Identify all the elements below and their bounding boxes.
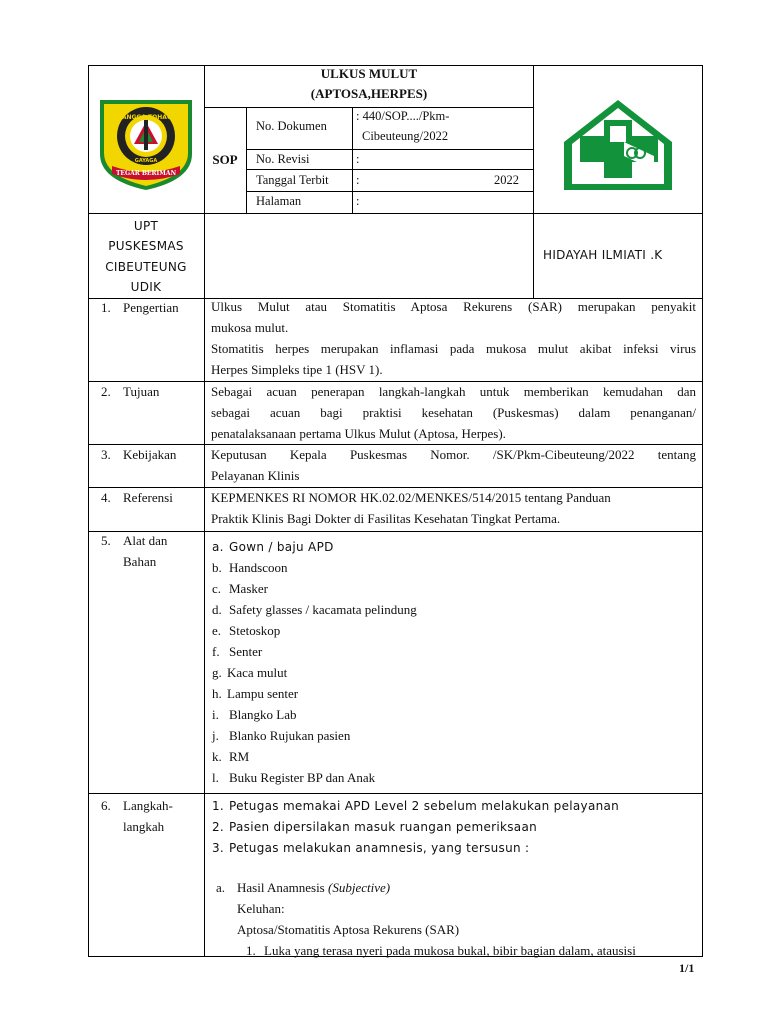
pengertian-line1: Ulkus Mulut atau Stomatitis Aptosa Rekurens (SAR) merupakan penyakit	[211, 299, 696, 314]
org-name-line1: UPT	[133, 219, 159, 233]
revisi-bottom-line	[246, 169, 534, 170]
no-dokumen-value-line1: : 440/SOP..../Pkm-	[356, 109, 450, 123]
logo-ring-text-mid: GAYAGA	[134, 158, 158, 164]
referensi-line2: Praktik Klinis Bagi Dokter di Fasilitas Kesehatan Tingkat Pertama.	[211, 511, 561, 526]
table-border-right	[702, 65, 703, 957]
alat-marker-l: l.	[212, 770, 219, 785]
list-item: Buku Register BP dan Anak	[229, 770, 376, 785]
list-item: Handscoon	[229, 560, 288, 575]
halaman-label: Halaman	[256, 194, 302, 208]
list-item: Blanko Rujukan pasien	[229, 728, 351, 743]
row4-label: Referensi	[123, 490, 173, 505]
alat-marker-e: e.	[212, 623, 222, 638]
signer-name: HIDAYAH ILMIATI .K	[543, 248, 663, 262]
keluhan-label: Keluhan:	[237, 901, 285, 916]
list-item: Lampu senter	[227, 686, 299, 701]
row5-bottom-line	[88, 793, 703, 794]
pengertian-line4: Herpes Simpleks tipe 1 (HSV 1).	[211, 362, 383, 377]
row1-label: Pengertian	[123, 300, 179, 315]
alat-marker-k: k.	[212, 749, 222, 764]
sop-label: SOP	[212, 152, 238, 167]
alat-marker-a: a.	[212, 540, 224, 554]
sub-a-italic: (Subjective)	[328, 880, 391, 895]
pengertian-line3: Stomatitis herpes merupakan inflamasi pada mukosa mulut akibat infeksi virus	[211, 341, 696, 356]
list-item: RM	[229, 749, 250, 764]
step-marker-1: 1.	[212, 799, 225, 813]
alat-marker-h: h.	[212, 686, 222, 701]
org-name-line2: PUSKESMAS	[108, 239, 184, 253]
doc-title-line1: ULKUS MULUT	[320, 66, 418, 81]
row1-number: 1.	[101, 300, 111, 315]
no-dokumen-label: No. Dokumen	[256, 119, 327, 133]
logo-ribbon-text: TEGAR BERIMAN	[115, 170, 177, 177]
row2-label: Tujuan	[123, 384, 160, 399]
list-item: Stetoskop	[229, 623, 281, 638]
alat-marker-g: g.	[212, 665, 222, 680]
label-column-divider	[204, 298, 205, 957]
list-item: Senter	[229, 644, 263, 659]
row6-label-line2: langkah	[123, 819, 165, 834]
row5-number: 5.	[101, 533, 111, 548]
logo-ring-text-top: WANGGA TOHAGA	[115, 114, 177, 121]
tujuan-line1: Sebagai acuan penerapan langkah-langkah untuk memberikan kemudahan dan	[211, 384, 696, 399]
point1-marker: 1.	[246, 943, 256, 958]
doc-title-line2: (APTOSA,HERPES)	[310, 86, 428, 101]
sub-a-text: Hasil Anamnesis	[237, 880, 325, 895]
list-item: Blangko Lab	[229, 707, 297, 722]
alat-marker-i: i.	[212, 707, 219, 722]
row6-number: 6.	[101, 798, 111, 813]
alat-marker-f: f.	[212, 644, 220, 659]
sop-divider	[246, 107, 247, 213]
tanggal-terbit-label: Tanggal Terbit	[256, 173, 329, 187]
tujuan-line2: sebagai acuan bagi praktisi kesehatan (Puskesmas) dalam penanganan/	[211, 405, 696, 420]
tujuan-line3: penatalaksanaan pertama Ulkus Mulut (Aptosa, Herpes).	[211, 426, 506, 441]
list-item: Pasien dipersilakan masuk ruangan pemeriksaan	[229, 820, 538, 834]
dokumen-bottom-line	[246, 149, 534, 150]
list-item: Petugas memakai APD Level 2 sebelum melakukan pelayanan	[229, 799, 620, 813]
no-dokumen-value-line2: Cibeuteung/2022	[362, 129, 449, 143]
list-item: Gown / baju APD	[229, 540, 334, 554]
list-item: Kaca mulut	[227, 665, 288, 680]
row5-label-line1: Alat dan	[123, 533, 168, 548]
sub-a-marker: a.	[216, 880, 226, 895]
kebijakan-line1: Keputusan Kepala Puskesmas Nomor. /SK/Pkm-Cibeuteung/2022 tentang	[211, 447, 696, 462]
field-divider	[352, 107, 353, 213]
row3-number: 3.	[101, 447, 111, 462]
row2-number: 2.	[101, 384, 111, 399]
row3-label: Kebijakan	[123, 447, 177, 462]
list-item: Masker	[229, 581, 268, 596]
row4-bottom-line	[88, 531, 703, 532]
list-item: Safety glasses / kacamata pelindung	[229, 602, 417, 617]
row5-label-line2: Bahan	[123, 554, 157, 569]
row4-number: 4.	[101, 490, 111, 505]
no-revisi-label: No. Revisi	[256, 152, 310, 166]
kebijakan-line2: Pelayanan Klinis	[211, 468, 300, 483]
regency-emblem-logo	[96, 96, 196, 192]
sar-heading: Aptosa/Stomatitis Aptosa Rekurens (SAR)	[237, 922, 460, 937]
halaman-value: :	[356, 194, 360, 208]
org-name-line4: UDIK	[130, 280, 162, 294]
tanggal-bottom-line	[246, 191, 534, 192]
no-revisi-value: :	[356, 152, 360, 166]
puskesmas-logo	[562, 98, 674, 194]
tanggal-terbit-year: 2022	[494, 173, 519, 187]
alat-marker-d: d.	[212, 602, 222, 617]
sub-a-heading	[237, 880, 390, 896]
alat-marker-b: b.	[212, 560, 222, 575]
point1-text: Luka yang terasa nyeri pada mukosa bukal, bibir bagian dalam, atausisi	[264, 943, 636, 958]
org-name-line3: CIBEUTEUNG	[105, 260, 187, 274]
list-item: Petugas melakukan anamnesis, yang tersusun :	[229, 841, 530, 855]
step-marker-2: 2.	[212, 820, 225, 834]
step-marker-3: 3.	[212, 841, 225, 855]
referensi-line1: KEPMENKES RI NOMOR HK.02.02/MENKES/514/2015 tentang Panduan	[211, 490, 611, 505]
header-bottom-line	[88, 213, 703, 214]
row6-label-line1: Langkah-	[123, 798, 173, 813]
pengertian-line2: mukosa mulut.	[211, 320, 289, 335]
alat-marker-j: j.	[212, 728, 219, 743]
tanggal-terbit-colon: :	[356, 173, 360, 187]
page-number: 1/1	[679, 961, 695, 975]
table-border-left	[88, 65, 89, 957]
alat-marker-c: c.	[212, 581, 222, 596]
